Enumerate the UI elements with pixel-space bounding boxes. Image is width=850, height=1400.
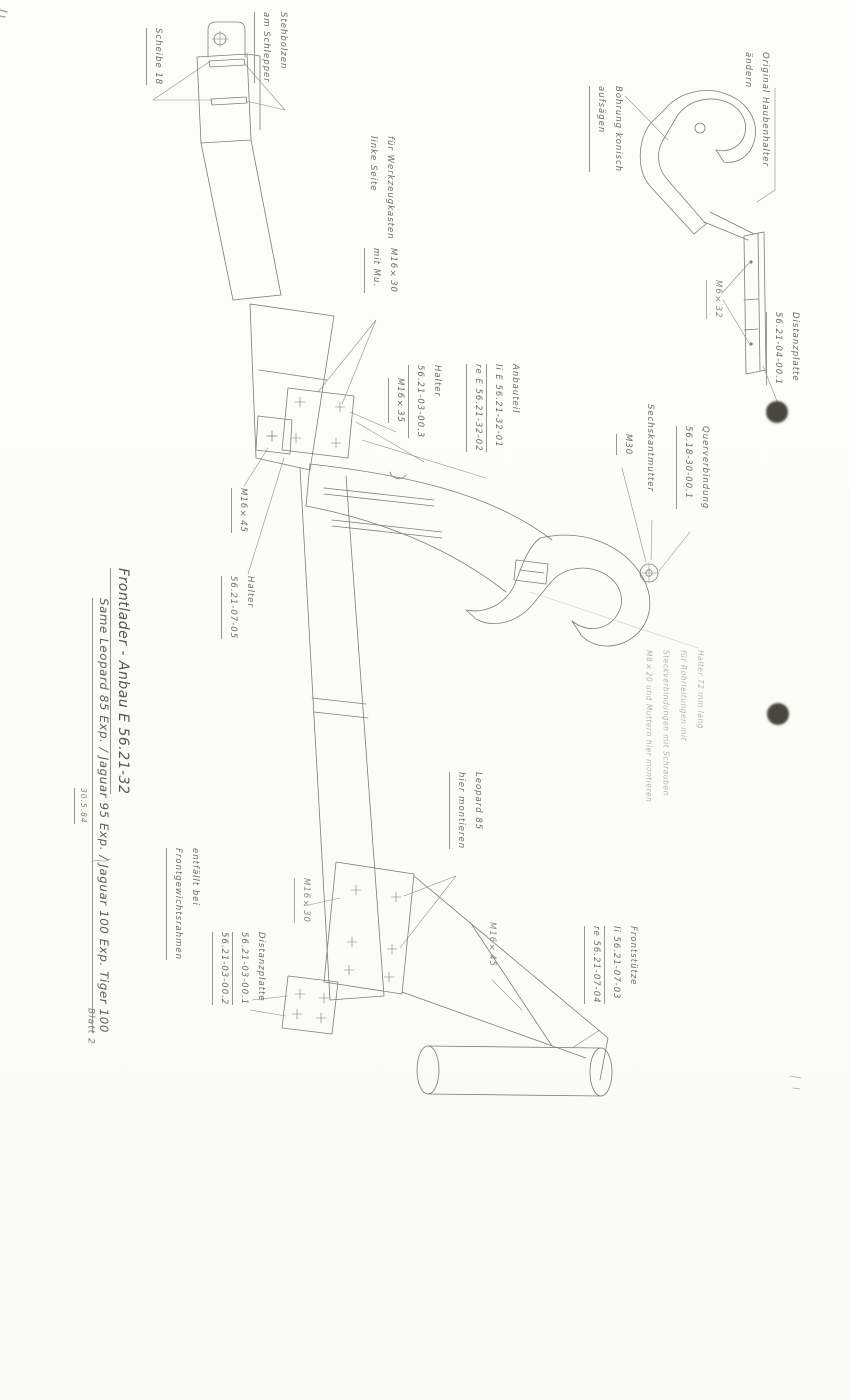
label-m16x30-mit-mu xyxy=(364,248,401,293)
label-line: 30.5.84 xyxy=(74,788,89,824)
punch-hole xyxy=(767,703,789,725)
drawing-title xyxy=(110,568,132,794)
label-line: 56.21-04-00.1 xyxy=(766,312,786,385)
label-line: Blatt 2 xyxy=(85,1008,96,1045)
label-line: Halter xyxy=(432,365,442,398)
label-line: 56.21-07-05 xyxy=(221,576,241,639)
label-line: Leopard 85 xyxy=(473,772,483,831)
date-signature xyxy=(74,788,89,824)
label-line: Halter 72 mm lang xyxy=(696,650,705,729)
label-rohrleitung-note xyxy=(640,650,709,802)
label-line: für Werkzeugkasten xyxy=(385,136,395,240)
label-line: Steckverbindungen mit Schrauben xyxy=(661,650,671,796)
label-anbauteil xyxy=(466,364,523,452)
label-line: 56.21-03-00.1 xyxy=(232,932,252,1005)
label-line: re E 56.21-32-02 xyxy=(466,364,486,452)
label-line: Frontgewichtsrahmen xyxy=(166,848,186,960)
label-line: Stehbolzen xyxy=(278,12,288,70)
label-line: li 56.21-07-03 xyxy=(604,926,624,1004)
front-support-stand xyxy=(282,862,612,1096)
label-line: M16×45 xyxy=(231,488,251,533)
label-m16x45-oben xyxy=(231,488,251,533)
label-m16x45-unten xyxy=(483,922,500,967)
label-line: li E 56.21-32-01 xyxy=(486,364,506,452)
label-line: Scheibe 18 xyxy=(146,28,166,85)
label-line: Original Haubenhalter xyxy=(760,52,770,167)
label-line: 56.18-30-00.1 xyxy=(676,426,696,509)
label-leopard85 xyxy=(449,772,486,849)
label-line: am Schlepper xyxy=(254,12,274,83)
label-m6x32 xyxy=(706,280,726,319)
label-line: M16×30 xyxy=(294,878,314,923)
label-line: ändern xyxy=(743,52,753,89)
label-halter-07 xyxy=(221,576,258,639)
label-line: entfällt bei xyxy=(190,848,200,906)
label-distanzplatte-unten xyxy=(212,932,269,1005)
label-line: linke Seite xyxy=(368,136,378,192)
drawing-subtitle xyxy=(92,598,111,1033)
label-line: M16×35 xyxy=(388,378,408,423)
label-line: Halter xyxy=(245,576,255,609)
sheet-number xyxy=(84,1008,96,1045)
label-querverbindung xyxy=(676,426,713,509)
label-stehbolzen xyxy=(254,12,291,83)
label-m16x35 xyxy=(388,378,408,423)
label-line: Frontstütze xyxy=(628,926,638,986)
label-line: Frontlader - Anbau E 56.21-32 xyxy=(110,568,132,794)
label-line: Querverbindung xyxy=(700,426,710,510)
label-line: Distanzplatte xyxy=(256,932,266,1002)
punch-hole xyxy=(766,401,788,423)
label-line: 56.21-03-00.3 xyxy=(408,365,428,438)
label-line: Bohrung konisch xyxy=(613,86,623,173)
label-haubenhalter xyxy=(739,52,773,167)
support-roller xyxy=(417,1046,612,1096)
label-line: hier montieren xyxy=(449,772,469,849)
label-line: für Rohrleitungen mit xyxy=(678,650,688,742)
label-halter-03 xyxy=(408,365,445,438)
label-m16x30-unten xyxy=(294,878,314,923)
label-line: M16×45 xyxy=(487,922,497,967)
label-line: Distanzplatte xyxy=(790,312,800,382)
label-line: mit Mu. xyxy=(364,248,384,293)
label-m30 xyxy=(616,434,636,455)
punch-holes xyxy=(766,401,789,725)
label-bohrung xyxy=(589,86,626,172)
label-sechskantmutter xyxy=(641,404,658,492)
label-line: Same Leopard 85 Exp. / Jaguar 95 Exp. / Jaguar 100 Exp. Tiger 100 xyxy=(92,598,111,1033)
label-line: M6×32 xyxy=(706,280,726,319)
label-line: M30 xyxy=(616,434,636,455)
label-line: Anbauteil xyxy=(510,364,520,414)
label-line: re 56.21-07-04 xyxy=(584,926,604,1004)
label-werkzeugkasten xyxy=(364,136,398,240)
label-frontstuetze xyxy=(584,926,641,1004)
label-line: M16×30 xyxy=(388,248,398,293)
scan-artifacts xyxy=(0,10,801,1089)
label-line: M8×20 und Muttern hier montieren xyxy=(644,650,654,803)
label-line: 56.21-03-00.2 xyxy=(212,932,232,1005)
label-entfaellt xyxy=(166,848,203,960)
label-scheibe xyxy=(146,28,166,85)
label-line: Sechskantmutter xyxy=(645,404,655,493)
label-distanzplatte-oben xyxy=(766,312,803,385)
label-line: aufsägen xyxy=(589,86,609,172)
